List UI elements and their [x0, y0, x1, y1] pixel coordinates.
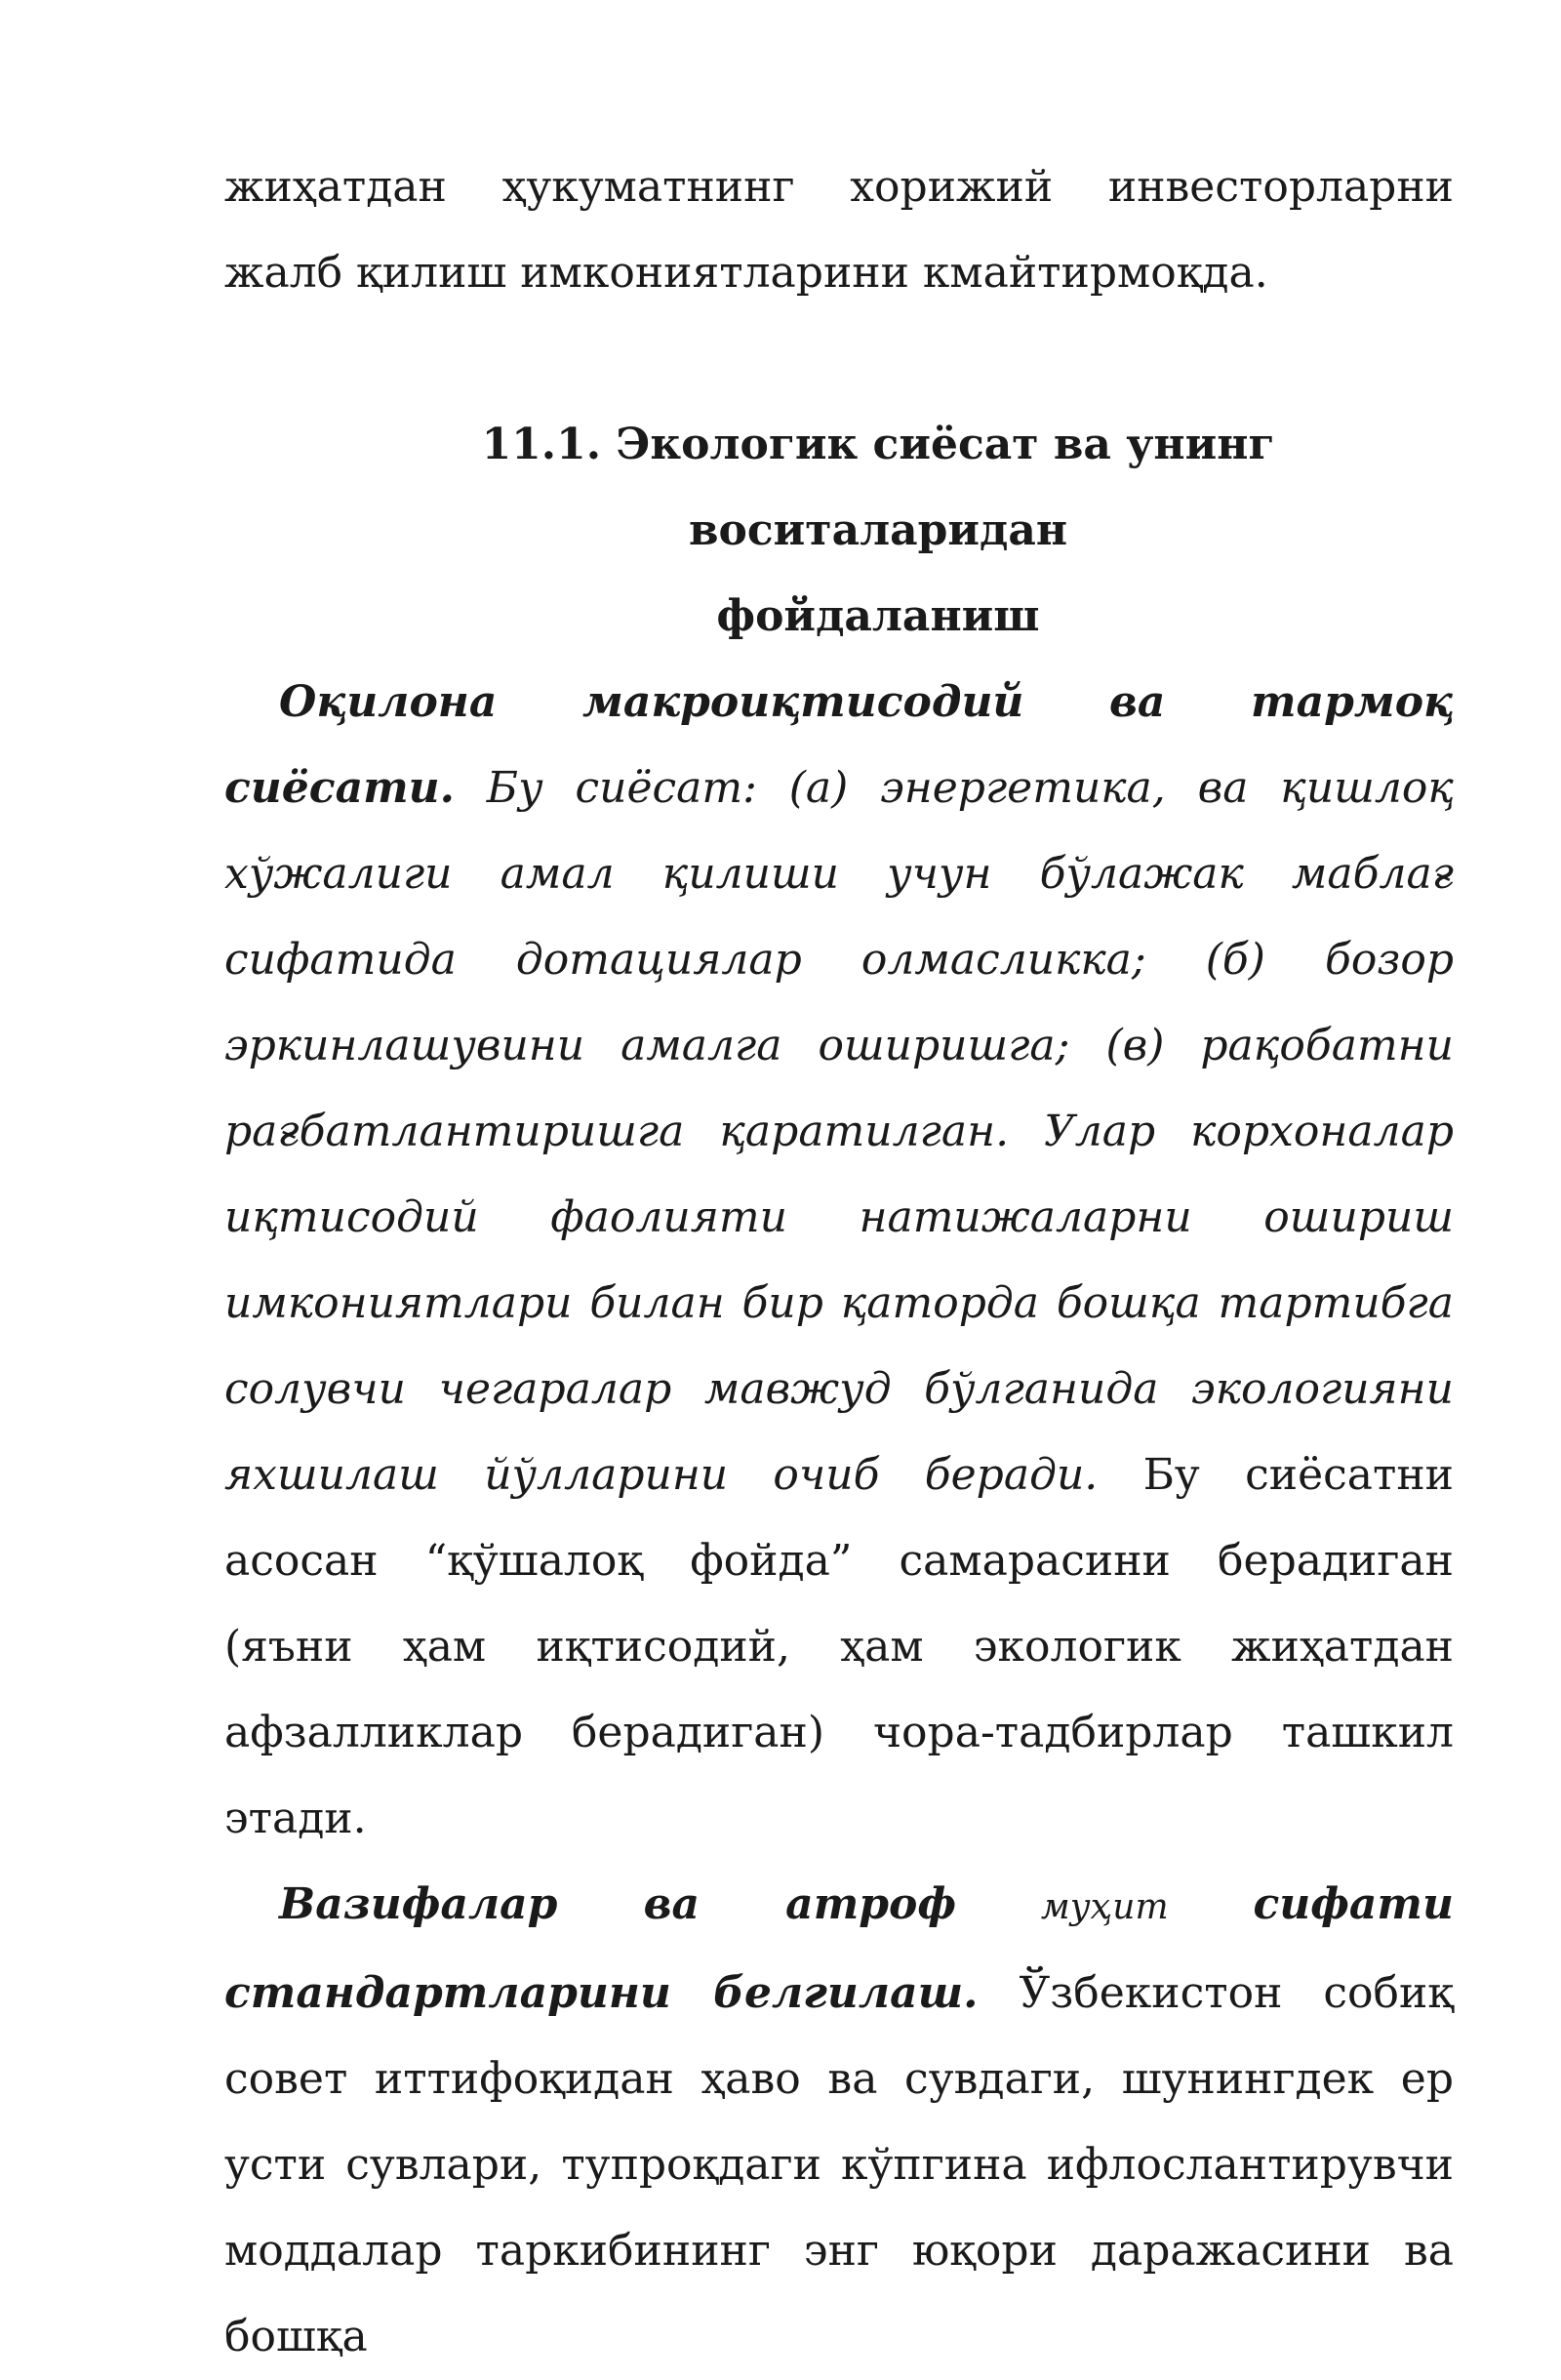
paragraph-lead-title-small: муҳит: [1040, 1887, 1169, 1927]
paragraph-rational-policy: [224, 660, 1454, 1862]
paragraph-plain-text: Ўзбекистон собиқ совет иттифоқидан ҳаво ва сувдаги, шунингдек ер усти сувлари, тупроқдаги кўпгина ифлослантирувчи моддалар таркибининг энг юқори даражасини ва бошқа: [224, 1968, 1454, 2361]
paragraph-lead-title-a: Вазифалар ва атроф: [279, 1879, 957, 1929]
paragraph-lead-title-b: сифати стандартларини белгилаш.: [224, 1879, 1454, 2018]
paragraph-standards: [224, 1862, 1454, 2380]
section-heading-line2: фойдаланиш: [716, 591, 1040, 641]
paragraph-lead-title: Оқилона макроиқтисодий ва тармоқ сиёсати.: [224, 677, 1454, 813]
section-gap: [224, 316, 1454, 402]
paragraph-italic-text: Бу сиёсат: (а) энергетика, ва қишлоқ хўжалиги амал қилиши учун бўлажак маблағ сифатида дотациялар олмасликка; (б) бозор эркинлашувини амалга оширишга; (в) рақобатни рағбатлантиришга қаратилган. Улар корхоналар иқтисодий фаолияти натижаларни ошириш имкониятлари билан бир қаторда бошқа тартибга солувчи чегаралар мавжуд бўлганида экологияни яхшилаш йўлларини очиб беради.: [224, 763, 1454, 1500]
paragraph-continuation: жиҳатдан ҳукуматнинг хорижий инвесторларни жалб қилиш имкониятларини кмайтирмоқда.: [224, 162, 1454, 298]
section-heading-line1: 11.1. Экологик сиёсат ва унинг воситаларидан: [481, 420, 1275, 555]
paragraph-plain-text: Бу сиёсатни асосан “қўшалоқ фойда” самарасини берадиган (яъни ҳам иқтисодий, ҳам экологик жиҳатдан афзалликлар берадиган) чора-тадбирлар ташкил этади.: [224, 1450, 1454, 1843]
document-page: [224, 144, 1454, 2380]
section-heading: [224, 402, 1454, 660]
